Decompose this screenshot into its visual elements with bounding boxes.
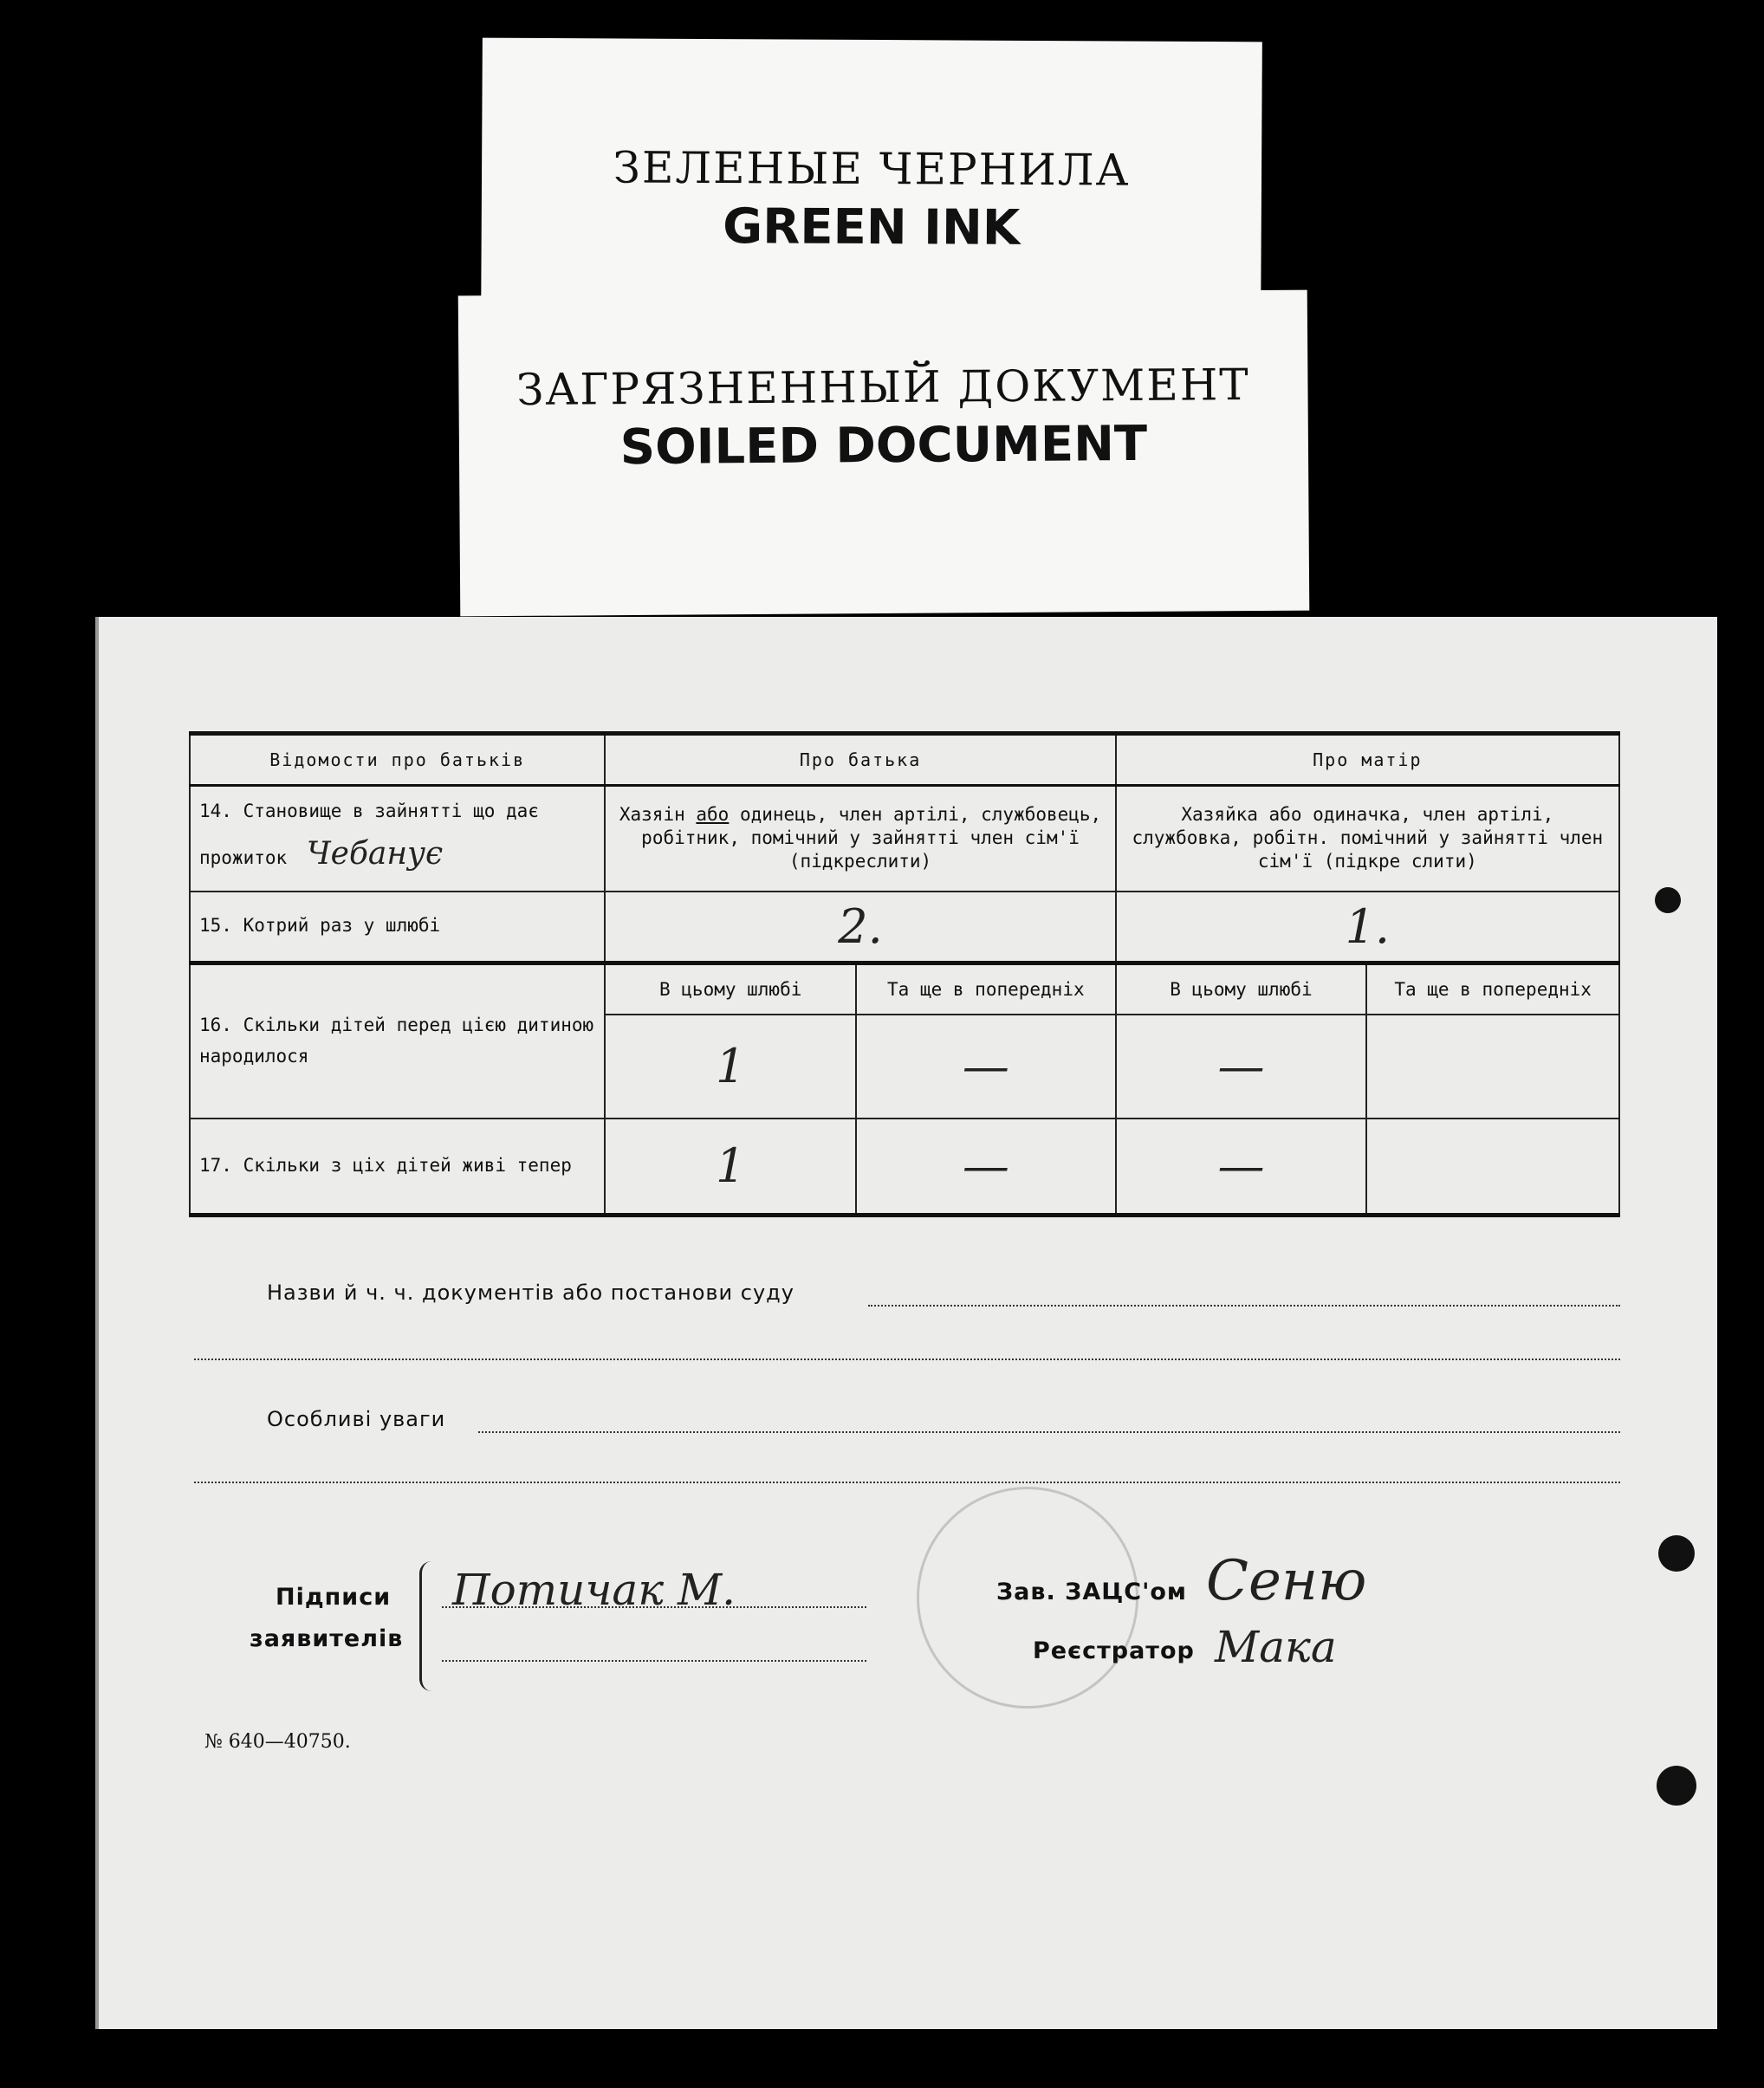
table-row-17 (190, 1119, 1619, 1216)
question-14-text: 14. Становище в зайнятті що дає прожиток (199, 801, 539, 868)
applicants-signature-label-2: заявителів (250, 1625, 404, 1652)
table-row-14 (190, 786, 1619, 892)
father-options-post: одинець, член артілі, службовець, робітник, помічний у зайнятті член сім'ї (підкреслити) (641, 803, 1102, 872)
header-parents-info: Відомости про батьків (190, 734, 605, 786)
registrar-signature: Мака (1215, 1622, 1337, 1672)
binding-hole (1655, 887, 1681, 913)
mother-children-born-this: — (1116, 1015, 1367, 1119)
documents-label: Назви й ч. ч. документів або постанови суду (267, 1281, 794, 1305)
father-occupation-options (605, 786, 1115, 892)
father-options-underlined: або (696, 803, 730, 825)
mother-occupation-options: Хазяйка або одиначка, член артілі, службовка, робітн. помічний у зайнятті член сім'ї (підкре слити) (1116, 786, 1619, 892)
mother-marriage-count: 1. (1116, 892, 1619, 963)
father-children-born-this: 1 (605, 1015, 856, 1119)
mother-children-alive-prev (1366, 1119, 1619, 1216)
subheader-mother-this: В цьому шлюбі (1116, 963, 1367, 1015)
green-ink-ru: ЗЕЛЕНЫЕ ЧЕРНИЛА (613, 142, 1131, 196)
father-options-pre: Хазяін (619, 803, 697, 825)
head-label: Зав. ЗАЦС'ом (996, 1579, 1187, 1605)
applicant-signature-line-1 (442, 1606, 866, 1608)
occupation-handwritten: Чебанує (306, 836, 444, 872)
sheet-left-edge (95, 617, 99, 2029)
applicant-signature: Потичак М. (452, 1565, 736, 1615)
father-marriage-count: 2. (605, 892, 1115, 963)
notes-line-2 (194, 1482, 1620, 1483)
mother-children-alive-this: — (1116, 1119, 1367, 1216)
soiled-document-notice (458, 290, 1310, 617)
father-children-born-prev: — (856, 1015, 1116, 1119)
mother-children-born-prev (1366, 1015, 1619, 1119)
applicants-signature-label-1: Підписи (276, 1584, 392, 1611)
binding-hole (1658, 1535, 1695, 1572)
binding-hole (1657, 1766, 1696, 1806)
registration-form-sheet (97, 617, 1717, 2029)
soiled-document-ru: ЗАГРЯЗНЕННЫЙ ДОКУМЕНТ (516, 360, 1250, 415)
applicant-signature-line-2 (442, 1660, 866, 1662)
subheader-father-previous: Та ще в попередніх (856, 963, 1116, 1015)
table-header-row (190, 734, 1619, 786)
subheader-mother-previous: Та ще в попередніх (1366, 963, 1619, 1015)
header-mother: Про матір (1116, 734, 1619, 786)
signature-bracket (419, 1561, 438, 1691)
registrar-label: Реєстратор (1033, 1637, 1195, 1664)
green-ink-notice (481, 38, 1262, 328)
table-subheader-row (190, 963, 1619, 1015)
question-14 (190, 786, 605, 892)
father-children-alive-this: 1 (605, 1119, 856, 1216)
table-row-15 (190, 892, 1619, 963)
parents-info-table (189, 731, 1620, 1217)
soiled-document-en: SOILED DOCUMENT (619, 415, 1148, 477)
notes-line-1 (478, 1431, 1620, 1433)
document-number: № 640—40750. (204, 1731, 351, 1753)
head-signature: Сеню (1206, 1549, 1367, 1613)
header-father: Про батька (605, 734, 1115, 786)
question-17: 17. Скільки з ціх дітей живі тепер (190, 1119, 605, 1216)
question-16: 16. Скільки дітей перед цією дитиною народилося (190, 963, 605, 1119)
father-children-alive-prev: — (856, 1119, 1116, 1216)
notes-label: Особливі уваги (267, 1407, 446, 1431)
question-15: 15. Котрий раз у шлюбі (190, 892, 605, 963)
documents-line-2 (194, 1358, 1620, 1360)
green-ink-en: GREEN INK (723, 198, 1021, 256)
subheader-father-this: В цьому шлюбі (605, 963, 856, 1015)
documents-line-1 (868, 1305, 1620, 1307)
